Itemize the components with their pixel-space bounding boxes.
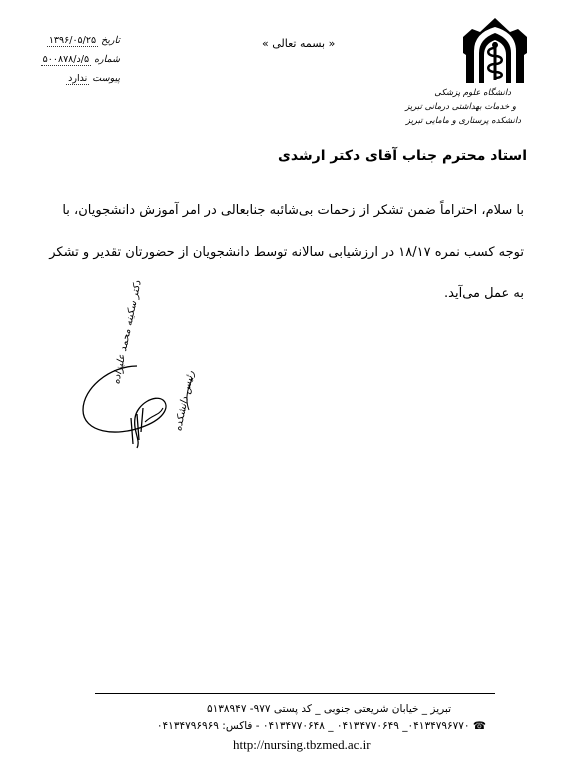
attachment-row <box>66 73 120 84</box>
footer-phones: ☎ ۰۴۱۳۴۷۹۶۷۷۰_ ۰۴۱۳۴۷۷۰۶۴۹ _ ۰۴۱۳۴۷۷۰۶۴۸ - فاکس: ۰۴۱۳۴۷۹۶۹۶۹ <box>156 720 486 732</box>
signature-scribble-icon <box>75 348 215 453</box>
date-label: تاریخ <box>101 35 120 46</box>
footer-website[interactable]: http://nursing.tbzmed.ac.ir <box>233 737 371 752</box>
signature-name: دکتر سکینه محمد علیزاده <box>111 279 144 386</box>
attachment-label: پیوست <box>92 73 120 84</box>
university-logo <box>460 15 530 85</box>
logo-emblem-icon <box>460 15 530 85</box>
footer-address: تبریز _ خیابان شریعتی جنوبی _ کد پستی ۹۷۷- ۵۱۳۸۹۴۷ <box>206 703 451 715</box>
number-row <box>41 54 120 65</box>
footer-divider <box>95 693 495 694</box>
logo-line-3: دانشکده پرستاری و مامایی تبریز <box>405 116 521 126</box>
bismillah: « بسمه تعالی » <box>262 37 336 50</box>
date-row <box>47 35 120 46</box>
signature-title: رئیس دانشکده <box>173 369 197 433</box>
number-value: ۵/د/۵۰۰۸۷۸ <box>42 54 90 65</box>
body-line-2: توجه کسب نمره ۱۸/۱۷ در ارزشیابی سالانه توسط دانشجویان از حضورتان تقدیر و تشکر <box>49 245 524 260</box>
signature <box>75 279 215 453</box>
logo-line-1: دانشگاه علوم پزشکی <box>434 88 511 98</box>
logo-line-2: و خدمات بهداشتی درمانی تبریز <box>405 102 516 112</box>
attachment-value: ندارد <box>68 73 88 84</box>
body-line-3: به عمل می‌آید. <box>444 286 524 301</box>
body-line-1: با سلام، احتراماً ضمن تشکر از زحمات بی‌شائبه جنابعالی در امر آموزش دانشجویان، با <box>62 203 524 218</box>
date-value: ۱۳۹۶/۰۵/۲۵ <box>48 35 97 46</box>
number-label: شماره <box>94 54 120 65</box>
recipient-heading: استاد محترم جناب آقای دکتر ارشدی <box>277 148 527 164</box>
